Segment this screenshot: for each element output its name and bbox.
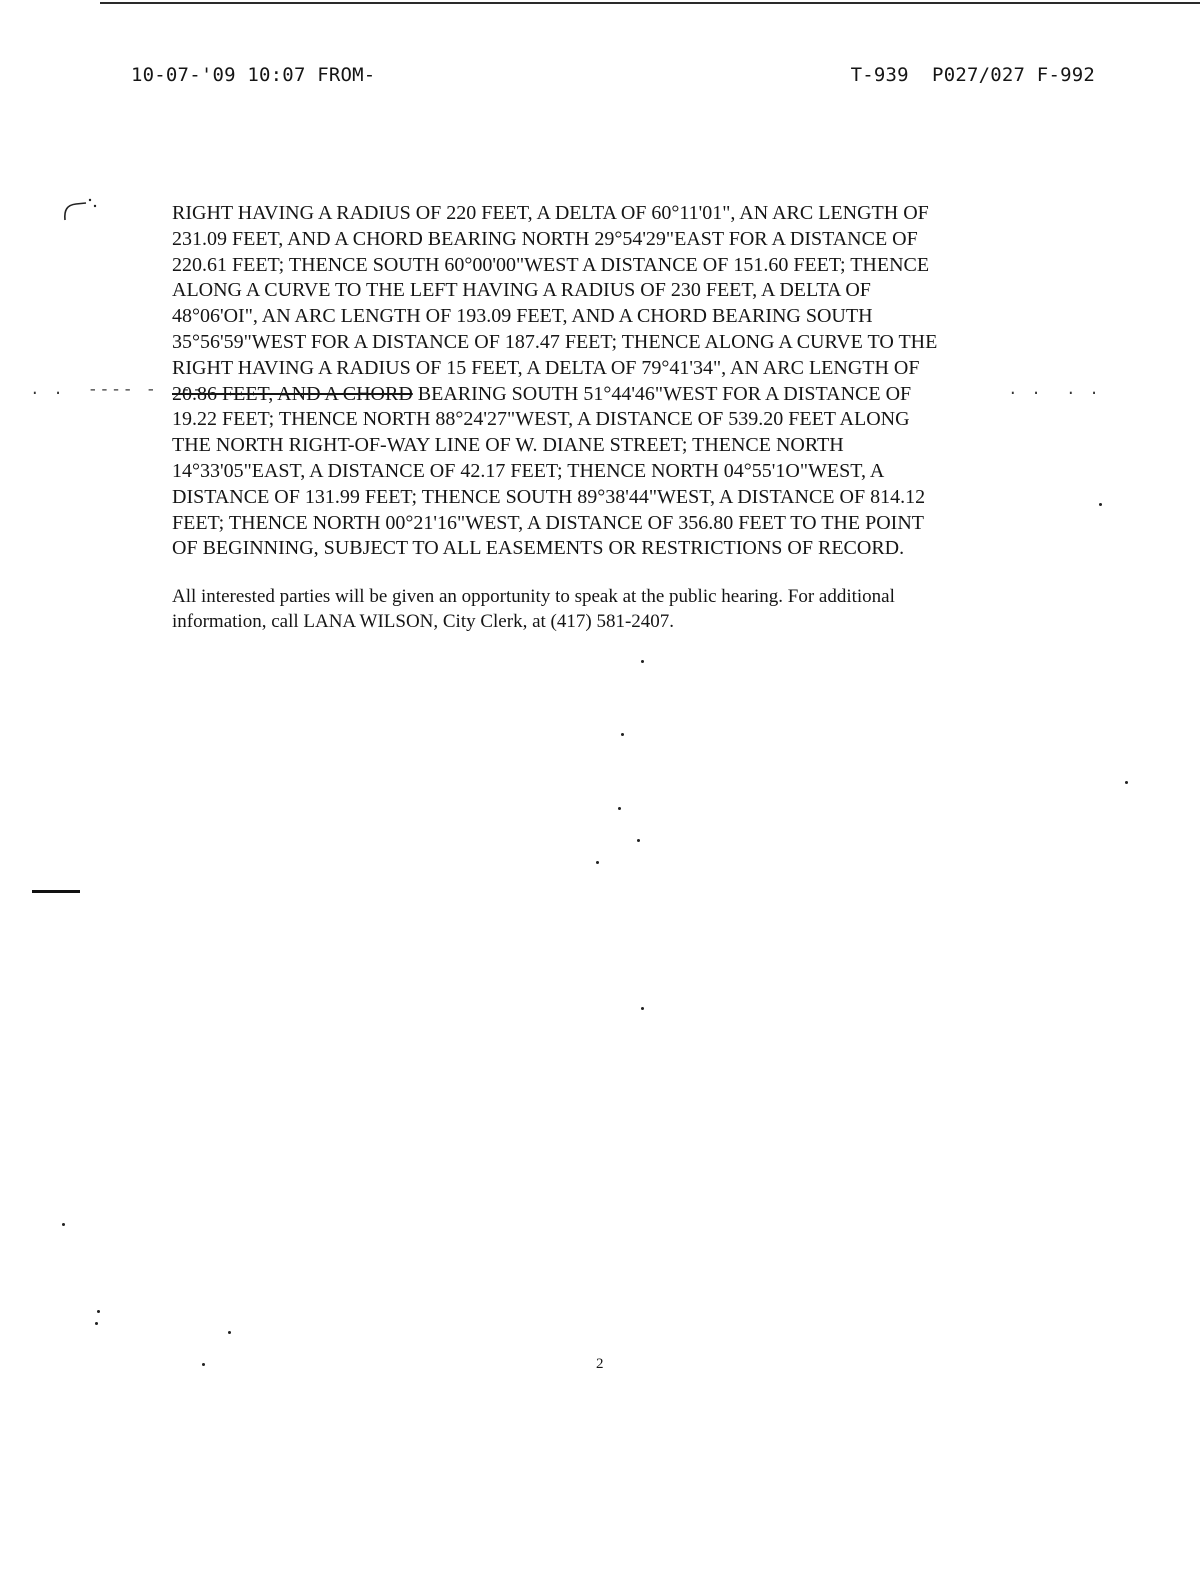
legal-line: 48°06'OI", AN ARC LENGTH OF 193.09 FEET, AND A CHORD BEARING SOUTH	[172, 305, 873, 328]
top-border-line	[100, 2, 1200, 4]
trailing-dots-artifact: . . . .	[1008, 381, 1101, 399]
fax-header-left: 10-07-'09 10:07 FROM-	[131, 64, 376, 86]
speck-artifact	[621, 733, 624, 736]
legal-description	[172, 201, 1052, 562]
speck-artifact	[97, 1310, 100, 1313]
legal-line-struck	[172, 382, 1052, 408]
legal-line: RIGHT HAVING A RADIUS OF 220 FEET, A DELTA OF 60°11'01", AN ARC LENGTH OF	[172, 202, 929, 224]
speck-artifact	[641, 660, 644, 663]
margin-dash-artifact: . . ---- - --	[30, 381, 205, 399]
fax-header-right: T-939 P027/027 F-992	[850, 64, 1095, 86]
speck-artifact	[202, 1363, 205, 1366]
speck-artifact	[641, 1007, 644, 1010]
public-hearing-notice	[172, 584, 1052, 634]
document-body	[172, 201, 1052, 634]
page-number: 2	[596, 1356, 604, 1372]
speck-artifact	[228, 1331, 231, 1334]
speck-artifact	[62, 1223, 65, 1226]
legal-line: DISTANCE OF 131.99 FEET; THENCE SOUTH 89°38'44"WEST, A DISTANCE OF 814.12	[172, 485, 926, 508]
legal-line: RIGHT HAVING A RADIUS OF 15 FEET, A DELTA OF 79°41'34", AN ARC LENGTH OF	[172, 356, 920, 379]
legal-line: ALONG A CURVE TO THE LEFT HAVING A RADIUS OF 230 FEET, A DELTA OF	[172, 279, 871, 302]
speck-artifact	[1125, 781, 1128, 784]
speck-artifact	[95, 1322, 98, 1325]
margin-bar-artifact	[32, 890, 80, 893]
corner-scan-mark	[60, 196, 104, 226]
legal-line: 19.22 FEET; THENCE NORTH 88°24'27"WEST, A DISTANCE OF 539.20 FEET ALONG	[172, 408, 910, 431]
notice-line: information, call LANA WILSON, City Clerk, at (417) 581-2407.	[172, 611, 675, 633]
legal-line: 14°33'05"EAST, A DISTANCE OF 42.17 FEET; THENCE NORTH 04°55'1O"WEST, A	[172, 459, 885, 482]
legal-line: 220.61 FEET; THENCE SOUTH 60°00'00"WEST A DISTANCE OF 151.60 FEET; THENCE	[172, 253, 930, 276]
legal-line: 231.09 FEET, AND A CHORD BEARING NORTH 29°54'29"EAST FOR A DISTANCE OF	[172, 227, 918, 250]
fax-header	[131, 64, 1095, 90]
legal-line-rest: BEARING SOUTH 51°44'46"WEST FOR A DISTANCE OF	[412, 382, 912, 405]
notice-line: All interested parties will be given an opportunity to speak at the public hearing. For additional	[172, 586, 895, 608]
speck-artifact	[637, 839, 640, 842]
speck-artifact	[618, 807, 621, 810]
legal-line: 35°56'59"WEST FOR A DISTANCE OF 187.47 FEET; THENCE ALONG A CURVE TO THE	[172, 330, 938, 353]
struck-text: 20.86 FEET, AND A CHORD	[172, 382, 413, 405]
legal-line: THE NORTH RIGHT-OF-WAY LINE OF W. DIANE STREET; THENCE NORTH	[172, 434, 844, 457]
speck-artifact	[596, 861, 599, 864]
legal-line: FEET; THENCE NORTH 00°21'16"WEST, A DISTANCE OF 356.80 FEET TO THE POINT	[172, 511, 924, 534]
legal-line: OF BEGINNING, SUBJECT TO ALL EASEMENTS OR RESTRICTIONS OF RECORD.	[172, 537, 905, 560]
speck-artifact	[1099, 503, 1102, 506]
